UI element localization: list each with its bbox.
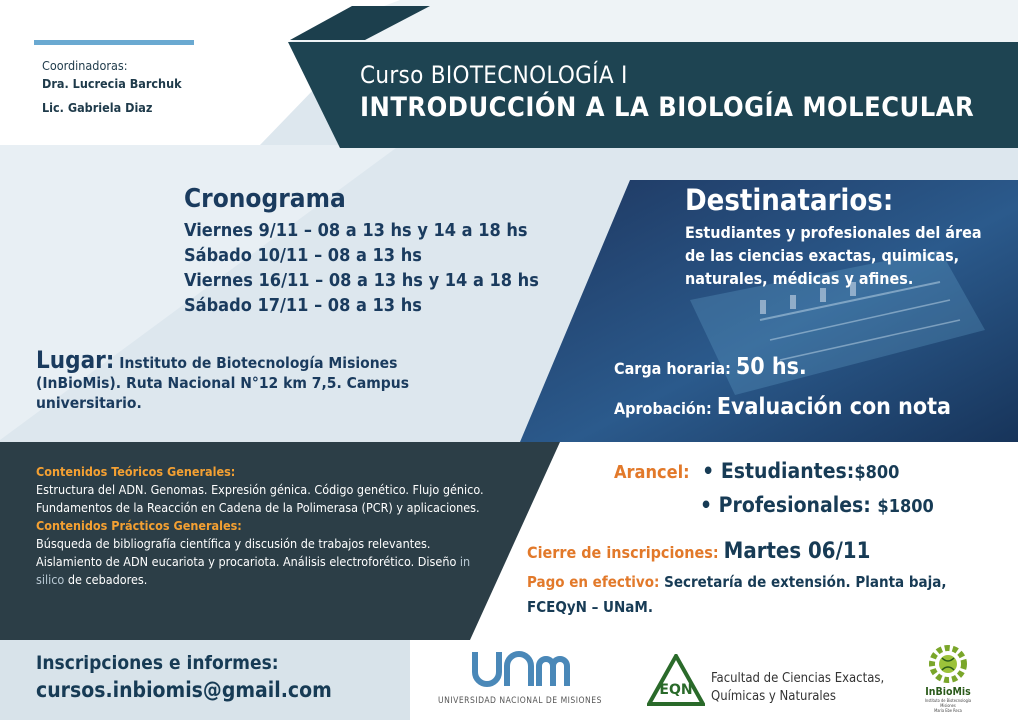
lugar-block [36, 346, 436, 413]
cierre-label: Cierre de inscripciones: [527, 543, 719, 562]
coordinator-name-1: Dra. Lucrecia Barchuk [42, 76, 182, 91]
cronograma-row: Viernes 16/11 – 08 a 13 hs y 14 a 18 hs [184, 270, 539, 291]
carga-aprobacion-block [614, 348, 951, 428]
carga-value: 50 hs. [735, 354, 807, 380]
bullet-icon: • [702, 459, 715, 483]
aprobacion [614, 388, 951, 428]
arancel-block [614, 456, 934, 524]
pago-label: Pago en efectivo: [527, 573, 660, 591]
inbiomis-sub2: María Ebe Reca [934, 708, 962, 713]
arancel-item2-value: $1800 [877, 496, 934, 517]
inscripciones-email[interactable]: cursos.inbiomis@gmail.com [36, 678, 332, 702]
gear-icon [926, 644, 970, 684]
fceqyn-line2: Químicas y Naturales [711, 689, 836, 704]
course-subtitle: Curso BIOTECNOLOGÍA I [360, 61, 628, 89]
coordinators-block [42, 56, 182, 118]
arancel-item1-label: Estudiantes: [720, 459, 855, 483]
coordinator-name-2: Lic. Gabriela Diaz [42, 100, 153, 115]
pago-line2: FCEQyN – UNaM. [527, 598, 653, 616]
cierre-value: Martes 06/11 [723, 539, 871, 564]
lugar-text: Instituto de Biotecnología Misiones (InBioMis). Ruta Nacional N°12 km 7,5. Campus universitario. [36, 354, 409, 412]
destinatarios-text: Estudiantes y profesionales del área de las ciencias exactas, quimicas, naturales, médicas y afines. [685, 223, 982, 288]
fceqyn-line1: Facultad de Ciencias Exactas, [711, 671, 885, 686]
contenidos-teoricos-text: Estructura del ADN. Genomas. Expresión génica. Código genético. Flujo génico. Fundamentos de la Reacción en Cadena de la Polimerasa (PCR) y aplicaciones. [36, 482, 484, 515]
cierre-pago-block [527, 537, 946, 618]
inscripciones-label: Inscripciones e informes: [36, 652, 279, 674]
inbiomis-sub1: Instituto de Biotecnología Misiones [924, 698, 972, 708]
cronograma-heading: Cronograma [184, 184, 346, 214]
contenidos-block [36, 463, 491, 589]
inscripciones-block [36, 650, 332, 704]
inbiomis-logo [918, 644, 978, 713]
destinatarios-block [685, 183, 985, 290]
cronograma-row: Viernes 9/11 – 08 a 13 hs y 14 a 18 hs [184, 220, 528, 241]
arancel-label: Arancel: [614, 462, 690, 483]
arancel-item1-value: $800 [854, 462, 900, 483]
contenidos-practicos-paragraph [36, 535, 491, 589]
aprobacion-label: Aprobación: [614, 399, 712, 418]
in-silico-text: in silico [36, 554, 471, 587]
unam-logo-icon [465, 648, 575, 690]
contenidos-practicos-tail: de cebadores. [64, 572, 148, 587]
destinatarios-heading: Destinatarios: [685, 183, 894, 217]
contenidos-teoricos-heading: Contenidos Teóricos Generales: [36, 464, 236, 479]
unam-logo-text: UNIVERSIDAD NACIONAL DE MISIONES [438, 696, 602, 706]
course-title-block [360, 60, 974, 126]
fceqyn-logo [647, 654, 885, 710]
fceqyn-logo-text [711, 670, 884, 706]
carga-label: Carga horaria: [614, 359, 731, 378]
course-title: INTRODUCCIÓN A LA BIOLOGÍA MOLECULAR [360, 92, 975, 123]
fceqyn-logo-icon [647, 654, 705, 706]
arancel-item2-label: Profesionales: [718, 493, 871, 517]
contenidos-practicos-text: Búsqueda de bibliografía científica y discusión de trabajos relevantes. Aislamiento de ADN eucariota y procariota. Análisis electroforético. Diseño [36, 536, 460, 569]
lugar-label: Lugar: [36, 346, 115, 374]
aprobacion-value: Evaluación con nota [716, 394, 951, 420]
cronograma-row: Sábado 17/11 – 08 a 13 hs [184, 295, 422, 316]
coordinators-label: Coordinadoras: [42, 58, 128, 73]
cronograma-row: Sábado 10/11 – 08 a 13 hs [184, 245, 422, 266]
cronograma-block [184, 184, 539, 318]
pago-line1: Secretaría de extensión. Planta baja, [664, 573, 947, 591]
inbiomis-name: InBioMis [925, 686, 971, 698]
svg-text:EQN: EQN [659, 682, 693, 698]
bullet-icon: • [700, 493, 713, 517]
contenidos-practicos-heading: Contenidos Prácticos Generales: [36, 518, 242, 533]
unam-logo [430, 648, 610, 706]
carga-horaria [614, 348, 951, 388]
